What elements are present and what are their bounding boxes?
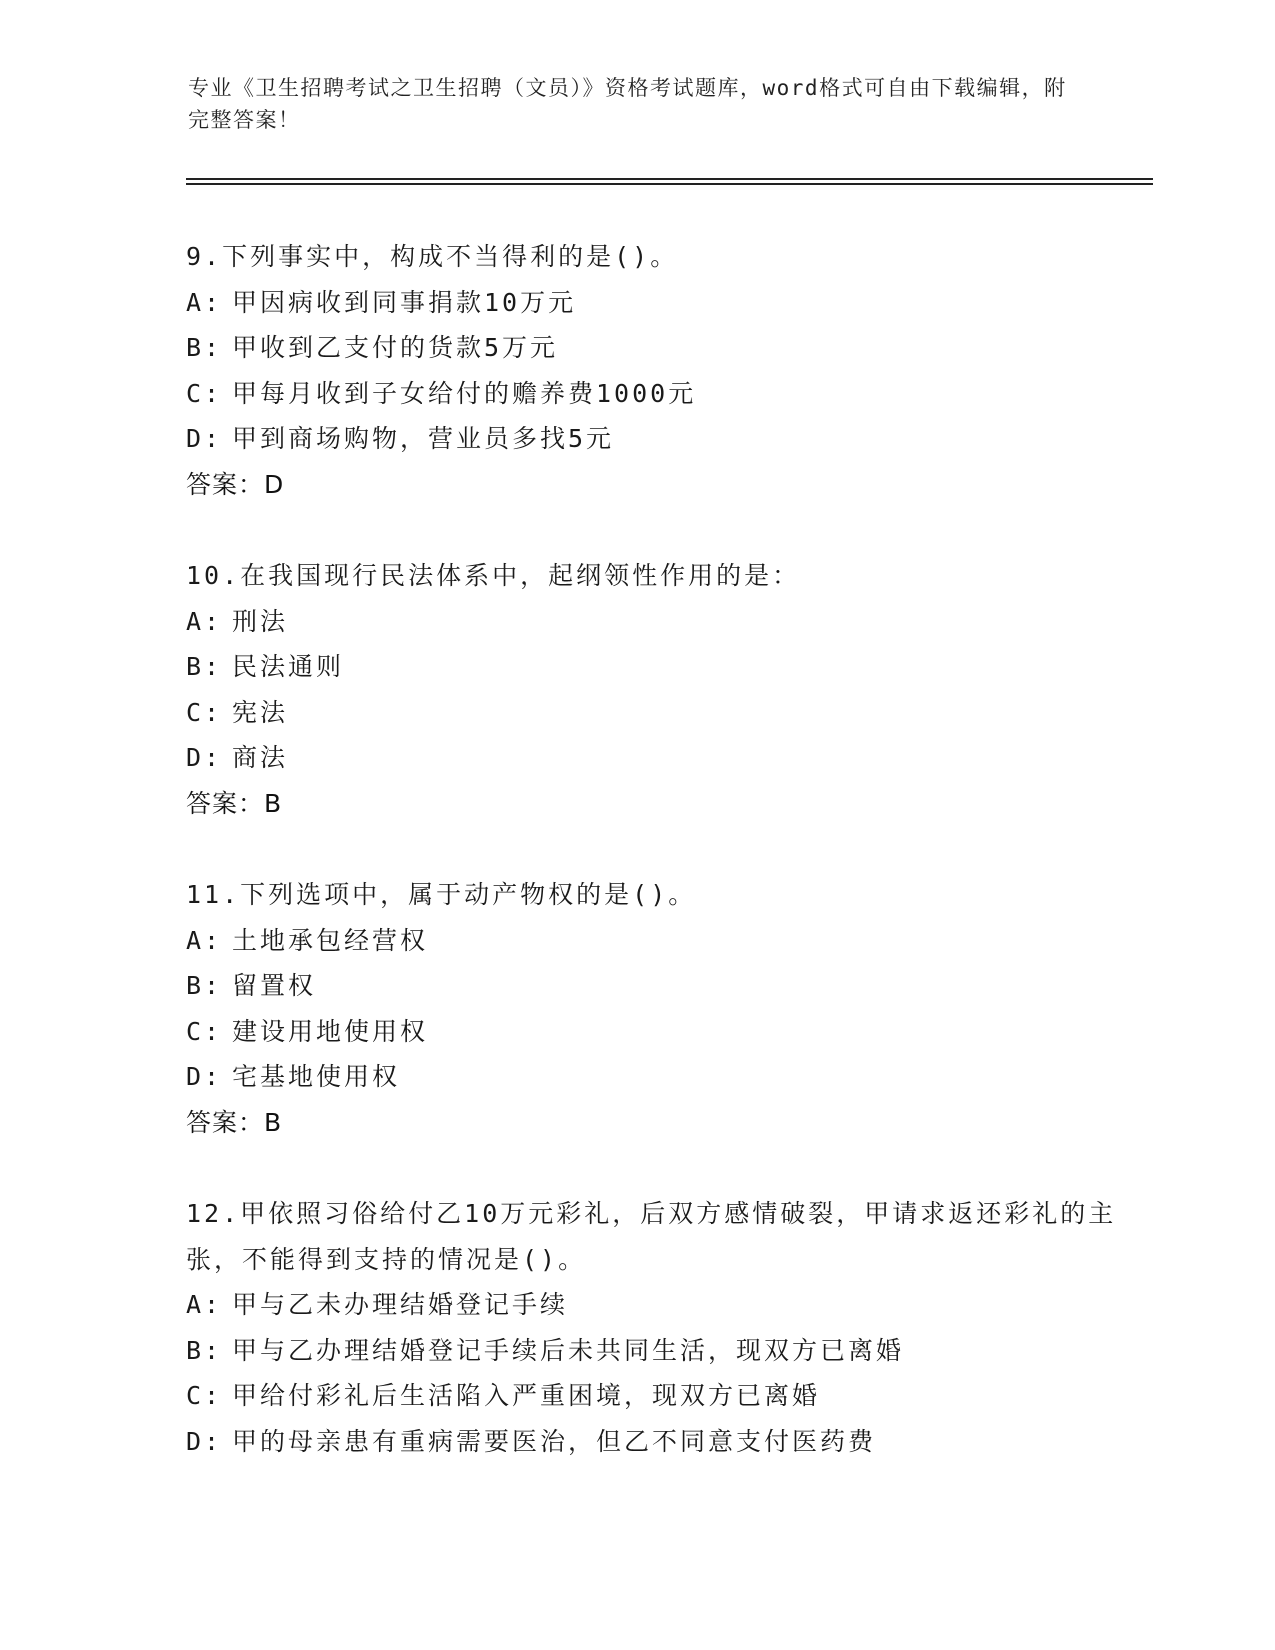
header-divider-bottom	[186, 183, 1153, 185]
question-stem: 12.甲依照习俗给付乙10万元彩礼，后双方感情破裂，甲请求返还彩礼的主张，不能得到支持的情况是()。	[186, 1199, 1117, 1274]
option-text: 甲与乙未办理结婚登记手续	[232, 1290, 569, 1319]
option-text: 商法	[232, 743, 289, 772]
option-b	[186, 325, 1126, 371]
option-label: A:	[186, 606, 223, 636]
answer-key: 答案：D	[186, 469, 285, 499]
option-text: 留置权	[232, 971, 317, 1000]
question-9	[186, 234, 1126, 507]
question-stem: 10.在我国现行民法体系中，起纲领性作用的是：	[186, 561, 801, 590]
option-a	[186, 918, 1126, 964]
option-text: 建设用地使用权	[232, 1016, 429, 1046]
answer-key: 答案：B	[186, 1107, 283, 1137]
option-text: 甲到商场购物，营业员多找5元	[232, 424, 615, 453]
option-d	[186, 1419, 1126, 1465]
option-label: A:	[186, 1290, 223, 1319]
option-a	[186, 280, 1126, 326]
option-label: B:	[186, 971, 223, 1000]
option-text: 刑法	[232, 606, 289, 636]
document-header: 专业《卫生招聘考试之卫生招聘（文员）》资格考试题库，word格式可自由下载编辑，附完整答案！	[188, 76, 1067, 132]
option-label: D:	[186, 1426, 223, 1456]
option-b	[186, 644, 1126, 690]
option-label: C:	[186, 378, 223, 408]
option-label: D:	[186, 424, 223, 453]
question-12	[186, 1191, 1126, 1464]
option-text: 宅基地使用权	[232, 1062, 401, 1091]
option-text: 甲收到乙支付的货款5万元	[232, 333, 559, 362]
answer-key: 答案：B	[186, 788, 283, 818]
option-c	[186, 1009, 1126, 1055]
question-11	[186, 872, 1126, 1145]
question-stem: 11.下列选项中，属于动产物权的是()。	[186, 880, 697, 909]
option-text: 甲因病收到同事捐款10万元	[232, 287, 577, 317]
header-divider-top	[186, 178, 1153, 180]
question-list	[186, 234, 1126, 1510]
option-label: C:	[186, 697, 223, 727]
option-label: B:	[186, 333, 223, 362]
option-label: C:	[186, 1016, 223, 1046]
option-text: 甲给付彩礼后生活陷入严重困境，现双方已离婚	[232, 1381, 821, 1410]
option-c	[186, 690, 1126, 736]
option-text: 甲的母亲患有重病需要医治，但乙不同意支付医药费	[232, 1426, 877, 1456]
option-label: A:	[186, 287, 223, 317]
option-label: B:	[186, 1335, 223, 1365]
option-label: B:	[186, 652, 223, 681]
option-label: A:	[186, 925, 223, 955]
option-d	[186, 416, 1126, 462]
option-b	[186, 1328, 1126, 1374]
question-10	[186, 553, 1126, 826]
option-c	[186, 1373, 1126, 1419]
option-text: 甲与乙办理结婚登记手续后未共同生活，现双方已离婚	[232, 1335, 905, 1365]
option-c	[186, 371, 1126, 417]
option-d	[186, 735, 1126, 781]
option-text: 宪法	[232, 697, 289, 727]
option-text: 民法通则	[232, 652, 345, 681]
option-d	[186, 1054, 1126, 1100]
option-label: D:	[186, 743, 223, 772]
option-a	[186, 1282, 1126, 1328]
option-label: C:	[186, 1381, 223, 1410]
option-a	[186, 599, 1126, 645]
option-text: 土地承包经营权	[232, 925, 429, 955]
option-label: D:	[186, 1062, 223, 1091]
question-stem: 9.下列事实中，构成不当得利的是()。	[186, 242, 679, 271]
option-b	[186, 963, 1126, 1009]
option-text: 甲每月收到子女给付的赡养费1000元	[232, 378, 697, 408]
